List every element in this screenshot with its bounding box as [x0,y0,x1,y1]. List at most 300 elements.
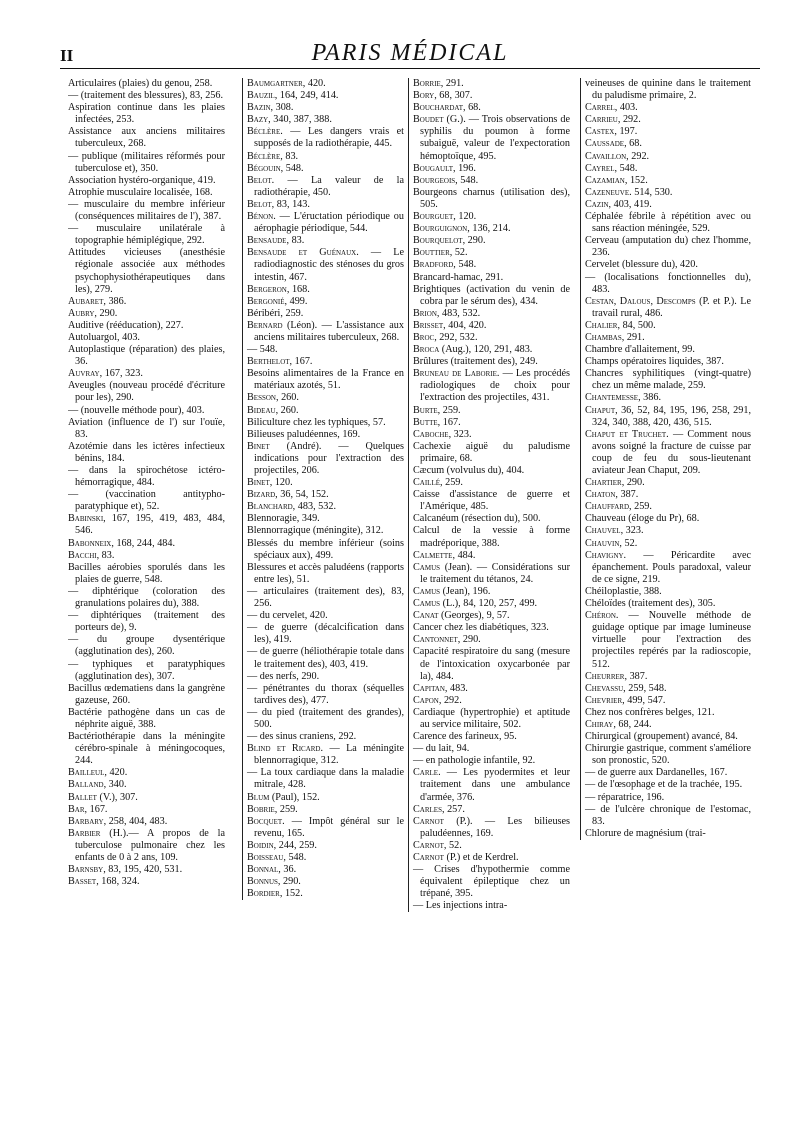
author-name: Chavigny. [585,549,627,561]
entry-text: Calcul de la vessie à forme madréporique, 388. [413,525,570,549]
entry-text: Bourgeons charnus (utilisation des), 505. [413,186,570,210]
entry-text: Chlorure de magnésium (trai- [585,827,706,839]
author-name: Bazy, [247,114,271,126]
index-entry [413,187,570,211]
entry-text: — diphtériques (traitement des porteurs de), 9. [68,610,225,634]
entry-text: (G.). — Trois observations de syphilis du poumon à forme subaiguë, valeur de l'expectoration hémoptoïque, 495. [420,114,570,162]
entry-text: 403. [617,102,638,114]
index-entry [585,538,751,550]
entry-text: 386. [105,295,127,307]
entry-text: 323. [623,525,644,537]
author-name: Belot, [247,198,275,210]
entry-text: Brancard-hamac, 291. [413,271,504,283]
index-entry [68,816,225,828]
index-entry [413,840,570,852]
index-entry [585,477,751,489]
entry-text: — Comment nous avons soigné la fracture de cuisse par coup de feu du sous-lieutenant aviateur Jean Chaput, 209. [592,428,751,476]
author-name: Cheurrer, [585,670,628,682]
author-name: Cayrel, [585,162,618,174]
author-name: Castex, [585,126,617,138]
entry-text: 196. [455,162,476,174]
index-entry [247,816,404,840]
entry-text: 68, 244. [615,718,652,730]
entry-text: Association hystéro-organique, 419. [68,174,216,186]
index-entry [413,852,570,864]
entry-text: — Les pyodermites et leur traitement dans une ambulance d'armée, 376. [420,767,570,803]
author-name: Boudet [413,114,444,126]
index-entry [413,598,570,610]
index-entry [247,743,404,767]
index-entry [585,392,751,404]
index-entry [413,102,570,114]
author-name: Bensaude, [247,235,290,247]
index-entry [413,743,570,755]
entry-text: 83. [289,235,305,247]
index-entry [68,441,225,465]
entry-text: Brûlures (traitement des), 249. [413,356,538,368]
entry-text: — Nouvelle méthode de guidage optique par image lumineuse virtuelle pour l'extraction des projectiles repérés par la radioscopie, 512. [592,610,751,670]
index-entry [68,659,225,683]
author-name: Camus [413,561,441,573]
entry-text: 164, 249, 414. [277,90,339,102]
entry-text: 168. [289,283,310,295]
index-entry [247,417,404,429]
index-entry [68,332,225,344]
index-entry [413,247,570,259]
index-entry [585,598,751,610]
index-entry [585,187,751,199]
author-name: Camus [413,598,441,610]
index-entry [247,175,404,199]
index-entry [247,247,404,283]
index-entry [247,489,404,501]
index-entry [68,489,225,513]
entry-text: 499. [287,295,308,307]
index-entry [413,550,570,562]
author-name: Carnot, [413,839,447,851]
entry-text: — dans la spirochétose ictéro-hémorragique, 484. [68,465,225,489]
index-entry [413,864,570,900]
index-entry [247,163,404,175]
author-name: Cazeneuve. [585,186,632,198]
entry-text: Attitudes vicieuses (anesthésie régionale associée aux méthodes psychophysiothérapeutiques dans les), 279. [68,247,225,295]
entry-text: — pénétrantes du thorax (séquelles tardives des), 477. [247,682,404,706]
index-entry [413,368,570,404]
index-entry [68,465,225,489]
entry-text: — La valeur de la radiothérapie, 450. [254,174,404,198]
author-name: Bazin, [247,102,274,114]
index-entry [247,368,404,392]
entry-text: Chirurgical (groupement) avancé, 84. [585,731,738,743]
index-entry [585,332,751,344]
entry-text: — 548. [247,344,278,356]
entry-text: (P.) et de Kerdrel. [443,852,519,863]
entry-text: Bacillus œdematiens dans la gangrène gazeuse, 260. [68,682,225,706]
author-name: Besson, [247,392,279,404]
index-entry [413,417,570,429]
index-entry [247,90,404,102]
index-entry [585,175,751,187]
author-name: Carles, [413,803,445,815]
entry-text: Cerveau (amputation du) chez l'homme, 236. [585,235,751,259]
entry-text: Capacité respiratoire du sang (mesure de l'intoxication oxycarbonée par la), 484. [413,646,570,682]
index-entry [413,513,570,525]
index-entry [247,767,404,791]
index-entry [585,163,751,175]
entry-text: (Léon). — L'assistance aux anciens militaires tuberculeux, 268. [254,319,404,343]
author-name: Bourguignon, [413,223,470,235]
index-entry [247,199,404,211]
index-entry [585,513,751,525]
entry-text: Cachexie aiguë du paludisme primaire, 68. [413,440,570,464]
index-columns [68,78,751,1118]
index-entry [585,102,751,114]
entry-text: 136, 214. [469,223,511,235]
entry-text: — Les dangers vrais et supposés de la radiothérapie, 445. [254,126,404,150]
entry-text: 340, 387, 388. [270,114,332,126]
entry-text: — articulaires (traitement des), 83, 256. [247,585,404,610]
author-name: Barbary, [68,815,107,827]
author-name: Bideau, [247,404,279,416]
author-name: Aubry, [68,307,97,319]
entry-text: 292, 532. [436,331,478,343]
index-entry [413,90,570,102]
author-name: Balland, [68,779,107,791]
index-entry [247,671,404,683]
author-name: Béclère. [247,126,283,138]
author-name: Bougault, [413,162,456,174]
author-name: Cantonnet, [413,634,461,646]
index-entry [413,731,570,743]
index-entry [68,187,225,199]
entry-text: — typhiques et paratyphiques (agglutination des), 307. [68,658,225,682]
index-entry [68,320,225,332]
index-entry [68,683,225,707]
author-name: Binet [247,440,270,452]
index-entry [247,562,404,586]
author-name: Chalier, [585,319,621,331]
entry-text: Bactériothérapie dans la méningite cérébro-spinale à méningocoques, 244. [68,731,225,767]
author-name: Calmette, [413,549,456,561]
author-name: Bocquet. [247,815,285,827]
index-entry [585,671,751,683]
entry-text: 167, 323. [102,368,143,380]
author-name: Cavaillon, [585,150,629,162]
index-entry [585,828,751,840]
entry-text: Azotémie dans les ictères infectieux bénins, 184. [68,440,225,464]
entry-text: 83. [282,150,299,162]
index-entry [247,405,404,417]
index-column-1 [68,78,225,888]
entry-text: 387. [627,670,648,682]
author-name: Babonneix, [68,537,114,549]
entry-text: 120. [455,211,477,223]
index-entry [247,344,404,356]
author-name: Brisset, [413,319,446,331]
author-name: Chartier, [585,477,625,489]
index-entry [585,211,751,235]
entry-text: 548. [457,174,479,186]
index-entry [585,259,751,271]
author-name: Basset, [68,876,99,888]
entry-text: 152. [282,888,303,900]
index-entry [68,550,225,562]
index-entry [413,525,570,549]
index-entry [68,417,225,441]
author-name: Capitan, [413,682,448,694]
index-entry [413,562,570,586]
index-entry [247,114,404,126]
entry-text: — Péricardite avec épanchement. Pouls paradoxal, valeur de ce signe, 219. [592,549,751,585]
index-entry [585,525,751,537]
author-name: Bégouin, [247,162,284,174]
index-entry [413,211,570,223]
index-entry [68,562,225,586]
author-name: Butte, [413,416,441,428]
index-entry [585,151,751,163]
author-name: Babinski, [68,513,106,525]
index-entry [413,78,570,90]
index-entry [247,646,404,670]
index-entry [247,538,404,562]
entry-text: — (traitement des blessures), 83, 256. [68,90,224,102]
author-name: Chauvel, [585,525,624,537]
index-entry [247,513,404,525]
entry-text: 260. [278,404,299,416]
index-entry [585,138,751,150]
entry-text: 259. [631,501,652,513]
index-entry [585,296,751,320]
index-entry [413,163,570,175]
entry-text: 484. [455,549,476,561]
author-name: Camus [413,585,441,597]
index-column-2 [242,78,404,900]
entry-text: 290. [460,634,481,646]
index-entry [247,840,404,852]
author-name: Bacchi, [68,549,100,561]
author-name: Cestan, Dalous, Descomps [585,295,696,307]
entry-text: (H.).— A propos de la tuberculose pulmonaire chez les enfants de 0 à 2 ans, 109. [75,827,225,863]
index-entry [585,320,751,332]
index-entry [68,344,225,368]
author-name: Burte, [413,404,441,416]
index-entry [247,622,404,646]
entry-text: Cancer chez les diabétiques, 323. [413,622,549,634]
index-entry [585,719,751,731]
entry-text: 292. [628,150,650,162]
index-entry [585,610,751,670]
entry-text: Calcanéum (résection du), 500. [413,513,541,525]
index-entry [413,405,570,417]
entry-text: Bilieuses paludéennes, 169. [247,428,361,440]
entry-text: Brightiques (activation du venin de cobra par le sérum des), 434. [413,283,570,307]
author-name: Bénon. [247,211,276,223]
index-entry [68,78,225,90]
index-entry [68,707,225,731]
entry-text: — des sinus craniens, 292. [247,731,357,743]
entry-text: 258, 404, 483. [106,815,168,827]
entry-text: — en pathologie infantile, 92. [413,755,536,767]
entry-text: (Jean). — Considérations sur le traitement du tétanos, 24. [420,561,570,585]
index-entry [247,477,404,489]
entry-text: — du pied (traitement des grandes), 500. [247,706,404,730]
entry-text: Blessés du membre inférieur (soins spéciaux aux), 499. [247,537,404,561]
index-entry [68,538,225,550]
index-entry [413,441,570,465]
author-name: Carnot [413,815,444,827]
entry-text: — musculaire unilatérale à topographie hémiplégique, 292. [68,223,225,247]
index-entry [585,501,751,513]
author-name: Bergeron, [247,283,290,295]
index-entry [247,792,404,804]
entry-text: 83, 143. [274,198,310,210]
index-entry [585,550,751,586]
author-name: Blum [247,791,270,803]
author-name: Bonnus, [247,876,281,888]
index-entry [68,804,225,816]
index-entry [413,900,570,912]
entry-text: — publique (militaires réformés pour tuberculose et), 350. [68,150,225,174]
index-entry [585,683,751,695]
entry-text: — du cervelet, 420. [247,610,328,622]
index-entry [413,259,570,271]
index-entry [247,151,404,163]
entry-text: 36, 54, 152. [277,489,329,501]
author-name: Barbier [68,827,101,839]
entry-text: Champs opératoires liquides, 387. [585,356,724,368]
entry-text: veineuses de quinine dans le traitement du paludisme primaire, 2. [585,78,751,102]
entry-text: Articulaires (plaies) du genou, 258. [68,78,213,89]
index-entry [585,767,751,779]
author-name: Chiray, [585,718,616,730]
index-entry [68,405,225,417]
entry-text: (Aug.), 120, 291, 483. [439,344,533,356]
index-entry [585,731,751,743]
index-entry [247,211,404,235]
author-name: Berthelot, [247,356,293,368]
index-entry [68,368,225,380]
entry-text: 197. [616,126,638,138]
author-name: Bordier, [247,888,283,900]
entry-text: Bactérie pathogène dans un cas de néphrite aiguë, 388. [68,706,225,730]
index-entry [413,489,570,513]
author-name: Bar, [68,803,88,815]
index-entry [247,864,404,876]
author-name: Blind et Ricard. [247,743,324,755]
author-name: Bradford, [413,259,456,271]
index-entry [68,828,225,864]
author-name: Bernard [247,319,283,331]
entry-text: 386. [640,392,661,404]
entry-text: Cæcum (volvulus du), 404. [413,465,525,476]
entry-text: 36. [280,864,297,876]
author-name: Broca [413,344,440,356]
index-entry [247,392,404,404]
entry-text: 548. [617,162,638,174]
index-entry [413,707,570,731]
index-entry [68,610,225,634]
entry-text: Chez nos confrères belges, 121. [585,706,715,718]
entry-text: — de guerre aux Dardanelles, 167. [585,767,728,779]
entry-text: Chéloïdes (traitement des), 305. [585,598,716,610]
author-name: Chaton, [585,489,618,501]
entry-text: Assistance aux anciens militaires tuberculeux, 268. [68,126,225,150]
entry-text: 68. [626,138,642,150]
author-name: Béclère, [247,150,283,162]
author-name: Cazamian, [585,174,628,186]
author-name: Cazin, [585,198,612,210]
author-name: Chambas, [585,331,625,343]
author-name: Bensaude et Guénaux. [247,247,359,259]
entry-text: — de l'ulcère chronique de l'estomac, 83. [585,803,751,827]
entry-text: 548. [283,162,304,174]
index-entry [68,779,225,791]
entry-text: 483, 532. [439,307,481,319]
index-entry [247,320,404,344]
entry-text: 120. [272,477,293,489]
entry-text: — diphtérique (coloration des granulations polaires du), 388. [68,585,225,610]
index-entry [68,864,225,876]
index-entry [247,429,404,441]
entry-text: 291. [443,78,464,89]
entry-text: — (vaccination antitypho-paratyphique et), 52. [68,489,225,513]
entry-text: — du groupe dysentérique (agglutination des), 260. [68,634,225,658]
entry-text: 290. [465,235,486,247]
entry-text: 259. [277,803,298,815]
index-entry [585,489,751,501]
author-name: Chauffard, [585,501,632,513]
index-entry [68,102,225,126]
index-entry [585,114,751,126]
index-entry [68,247,225,295]
author-name: Bobrie, [247,803,278,815]
author-name: Ballet [68,791,97,803]
entry-text: — Crises d'hypothermie comme équivalent épileptique chez un trépané, 395. [413,864,570,900]
index-column-4 [580,78,751,840]
entry-text: — (localisations fonctionnelles du), 483. [585,271,751,295]
index-entry [585,126,751,138]
index-entry [247,284,404,296]
entry-text: Autoplastique (réparation) des plaies, 36. [68,344,225,368]
author-name: Bory, [413,90,437,102]
index-entry [585,743,751,767]
index-entry [585,429,751,477]
index-entry [247,876,404,888]
entry-text: 323. [451,428,472,440]
entry-text: 420. [305,78,326,89]
entry-text: 260. [278,392,299,404]
entry-text: — L'éructation périodique ou aérophagie périodique, 544. [254,211,404,235]
entry-text: 404, 420. [445,319,487,331]
page-header [60,32,760,69]
author-name: Bouchardat, [413,102,466,114]
author-name: Bruneau de Laborie. [413,368,500,380]
entry-text: 83. [99,549,115,561]
entry-text: 167, 195, 419, 483, 484, 546. [75,513,225,537]
author-name: Carrel, [585,102,618,114]
index-entry [585,707,751,719]
author-name: Bourquelot, [413,235,466,247]
index-entry [68,151,225,175]
index-entry [413,272,570,284]
index-entry [68,199,225,223]
author-name: Bourgeois, [413,174,458,186]
entry-text: 340. [106,779,127,791]
author-name: Baumgartner, [247,78,306,89]
index-entry [68,308,225,320]
index-entry [413,767,570,803]
author-name: Brion, [413,307,440,319]
